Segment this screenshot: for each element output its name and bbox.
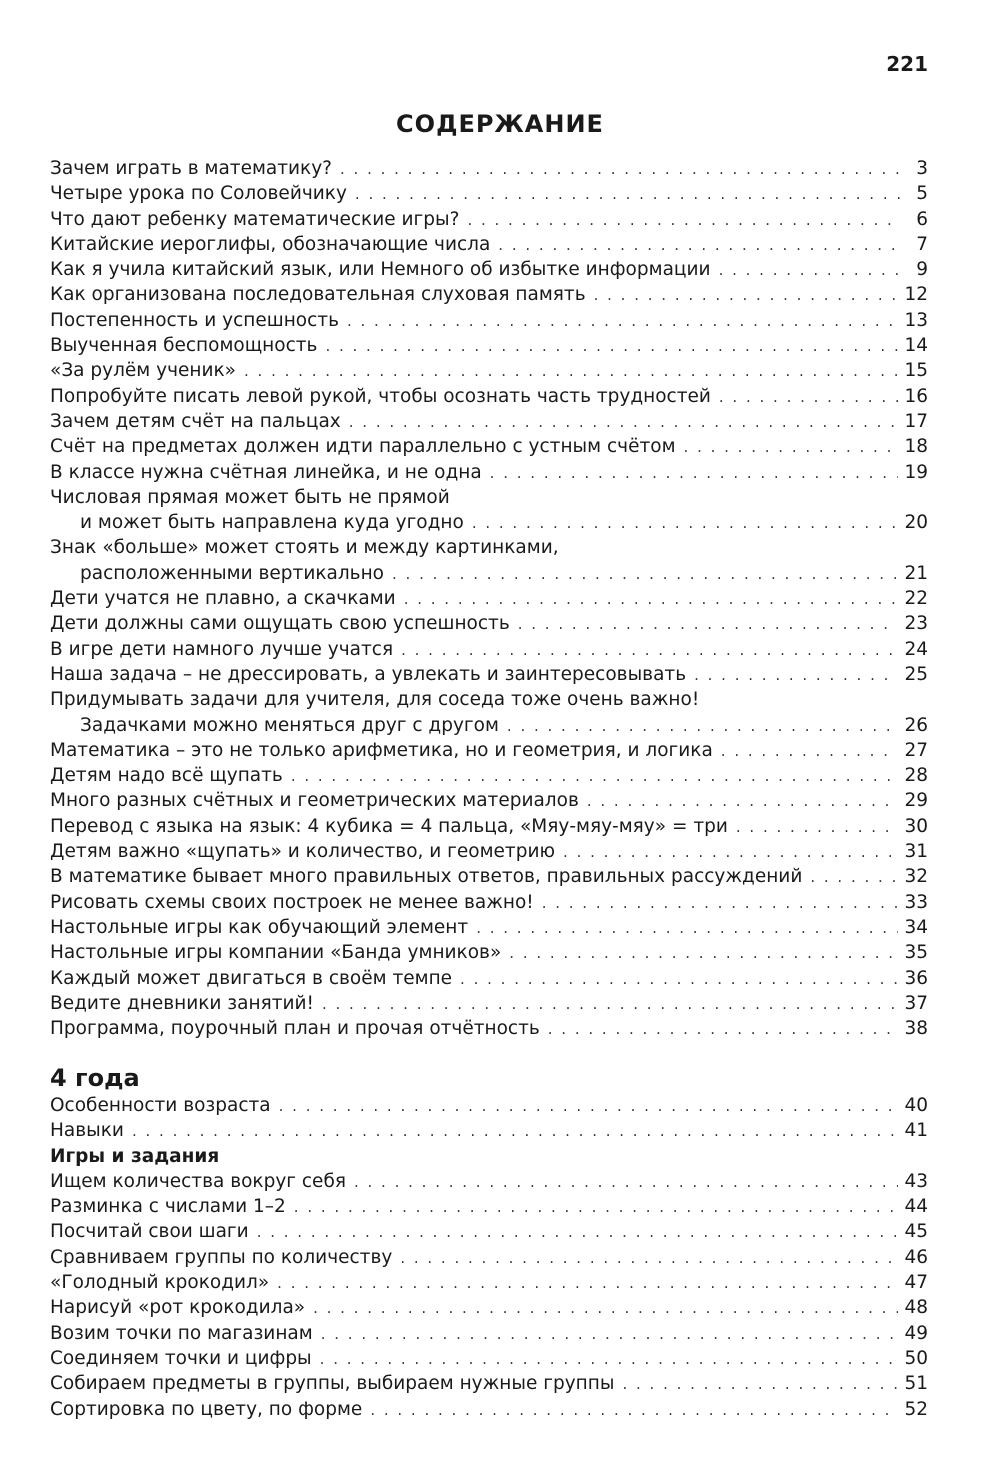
toc-entry-label: Четыре урока по Соловейчику [50,183,347,205]
toc-entry-continuation[interactable] [50,561,928,586]
toc-entry-label: Ведите дневники занятий! [50,992,314,1014]
dot-leader [313,1296,898,1321]
page-title: СОДЕРЖАНИЕ [396,110,604,138]
toc-entry-page: 6 [916,208,928,230]
subsection-heading: Игры и задания [50,1145,220,1167]
dot-leader [736,815,899,840]
toc-entry-label: В математике бывает много правильных ответов, правильных рассуждений [50,866,803,888]
toc-entry-page: 44 [904,1196,928,1218]
toc-intro-list [50,156,928,1041]
toc-entry-first-line[interactable] [50,485,928,510]
toc-entry-label: Разминка с числами 1–2 [50,1196,286,1218]
toc-entry-label: Программа, поурочный план и прочая отчётность [50,1018,540,1040]
toc-entry-page: 45 [904,1221,928,1243]
toc-entry-page: 34 [904,916,928,938]
toc-entry-first-line[interactable] [50,535,928,560]
toc-entry-label: Нарисуй «рот крокодила» [50,1297,306,1319]
dot-leader [325,334,898,359]
toc-entry-page: 15 [904,360,928,382]
toc-entry[interactable] [50,1245,928,1270]
toc-entry-label: В классе нужна счётная линейка, и не одна [50,461,482,483]
toc-entry-label: Китайские иероглифы, обозначающие числа [50,233,491,255]
toc-entry[interactable] [50,991,928,1016]
dot-leader [257,1220,899,1245]
toc-entry[interactable] [50,637,928,662]
toc-entry-page: 41 [904,1120,928,1142]
dot-leader [322,992,899,1017]
toc-entry-label: Детям надо всё щупать [50,765,283,787]
toc-entry-page: 36 [904,967,928,989]
toc-entry-label: Собираем предметы в группы, выбираем нужные группы [50,1373,615,1395]
dot-leader [719,385,899,410]
toc-entry-page: 48 [904,1297,928,1319]
toc-entry-label: Математика – это не только арифметика, но и геометрия, и логика [50,739,713,761]
toc-entry[interactable] [50,1219,928,1244]
dot-leader [548,1017,899,1042]
toc-entry-page: 24 [904,638,928,660]
toc-entry-label: Посчитай свои шаги [50,1221,249,1243]
toc-entry-page: 46 [904,1246,928,1268]
toc-entry-page: 17 [904,410,928,432]
dot-leader [340,157,900,182]
dot-leader [622,1372,898,1397]
toc-entry[interactable] [50,1093,928,1118]
toc-entry-label: Навыки [50,1120,124,1142]
toc-entry-page: 51 [904,1373,928,1395]
toc-entry[interactable] [50,409,928,434]
toc-entry-label: Выученная беспомощность [50,335,318,357]
toc-entry-label: Как организована последовательная слуховая память [50,284,586,306]
toc-entry-label: В игре дети намного лучше учатся [50,638,394,660]
dot-leader [347,309,898,334]
toc-entry-label: Придумывать задачи для учителя, для соседа тоже очень важно! [50,689,700,711]
toc-entry-page: 50 [904,1347,928,1369]
toc-entry-page: 27 [904,739,928,761]
dot-leader [277,1271,898,1296]
toc-entry-page: 20 [904,512,928,534]
toc-entry-page: 52 [904,1398,928,1420]
dot-leader [401,638,898,663]
toc-entry[interactable] [50,1118,928,1143]
toc-entry-label: Как я учила китайский язык, или Немного об избытке информации [50,259,711,281]
dot-leader [587,789,899,814]
toc-entry[interactable] [50,308,928,333]
toc-entry-page: 21 [904,562,928,584]
toc-entry-label: расположенными вертикально [80,562,384,584]
toc-age-section [50,1063,928,1422]
section-heading: 4 года [50,1064,140,1092]
dot-leader [694,663,898,688]
toc-entry-page: 47 [904,1272,928,1294]
dot-leader [320,1347,899,1372]
page-number: 221 [886,52,928,76]
toc-entry-label: Каждый может двигаться в своём темпе [50,967,453,989]
dot-leader [594,283,899,308]
dot-leader [509,941,898,966]
toc-entry[interactable] [50,1169,928,1194]
dot-leader [684,435,899,460]
toc-entry[interactable] [50,1016,928,1041]
toc-entry-page: 28 [904,765,928,787]
toc-entry-label: Постепенность и успешность [50,309,339,331]
dot-leader [810,865,898,890]
toc-entry-page: 49 [904,1322,928,1344]
toc-entry-page: 19 [904,461,928,483]
toc-entry-label: Сортировка по цвету, по форме [50,1398,363,1420]
toc-entry-label: Настольные игры компании «Банда умников» [50,942,502,964]
toc-entry[interactable] [50,358,928,383]
toc-entry-page: 14 [904,335,928,357]
toc-entry[interactable] [50,434,928,459]
toc-entry-label: Счёт на предметах должен идти параллельно с устным счётом [50,436,676,458]
toc-entry-label: Числовая прямая может быть не прямой [50,486,450,508]
toc-entry-page: 40 [904,1095,928,1116]
toc-entry-page: 13 [904,309,928,331]
dot-leader [518,612,899,637]
toc-entry-page: 7 [916,233,928,255]
dot-leader [476,916,898,941]
toc-entry-page: 29 [904,790,928,812]
toc-entry-page: 30 [904,815,928,837]
toc-entry[interactable] [50,940,928,965]
dot-leader [294,1195,899,1220]
toc-entry[interactable] [50,1321,928,1346]
toc-entry[interactable] [50,915,928,940]
dot-leader [354,1170,898,1195]
toc-entry-label: «За рулём ученик» [50,360,237,382]
dot-leader [392,562,898,587]
dot-leader [355,182,900,207]
toc-entry-label: Перевод с языка на язык: 4 кубика = 4 пальца, «Мяу-мяу-мяу» = три [50,815,728,837]
toc-entry-label: Знак «больше» может стоять и между картинками, [50,537,559,559]
toc-entry-label: Наша задача – не дрессировать, а увлекать и заинтересовывать [50,663,687,685]
toc-entry-label: Рисовать схемы своих построек не менее важно! [50,891,534,913]
toc-entry-page: 43 [904,1170,928,1192]
dot-leader [719,258,900,283]
toc-entry-first-line[interactable] [50,687,928,712]
dot-leader [404,587,899,612]
toc-entry-page: 31 [904,841,928,863]
toc-entry-page: 5 [916,183,928,205]
toc-entry-label: Задачками можно меняться друг с другом [80,714,499,736]
toc-entry[interactable] [50,788,928,813]
toc-entry[interactable] [50,156,928,181]
toc-entry[interactable] [50,1295,928,1320]
toc-entry-page: 25 [904,663,928,685]
toc-entry[interactable] [50,460,928,485]
toc-entry[interactable] [50,738,928,763]
dot-leader [460,967,898,992]
toc-entry-page: 12 [904,284,928,306]
toc-entry-label: Особенности возраста [50,1095,271,1116]
toc-entry[interactable] [50,890,928,915]
dot-leader [563,840,898,865]
toc-entry[interactable] [50,864,928,889]
toc-entry[interactable] [50,181,928,206]
toc-entry-page: 22 [904,588,928,610]
toc-entry[interactable] [50,839,928,864]
toc-entry-label: Много разных счётных и геометрических материалов [50,790,579,812]
dot-leader [542,891,899,916]
toc-entry[interactable] [50,282,928,307]
dot-leader [370,1398,898,1423]
toc-entry-label: «Голодный крокодил» [50,1272,270,1294]
toc-entry-label: Сравниваем группы по количеству [50,1246,393,1268]
toc-entry[interactable] [50,586,928,611]
toc-entry-page: 35 [904,942,928,964]
toc-entry-label: Соединяем точки и цифры [50,1347,312,1369]
dot-leader [321,1322,899,1347]
dot-leader [244,359,898,384]
toc-entry-page: 38 [904,1018,928,1040]
dot-leader [349,410,899,435]
toc-entry-page: 32 [904,866,928,888]
toc-entry[interactable] [50,1397,928,1422]
dot-leader [467,208,900,233]
toc-entry-label: Зачем детям счёт на пальцах [50,410,341,432]
dot-leader [472,511,899,536]
dot-leader [721,739,899,764]
toc-entry-label: Детям важно «щупать» и количество, и геометрию [50,841,556,863]
dot-leader [400,1246,898,1271]
toc-entry[interactable] [50,814,928,839]
toc-entry-label: Дети учатся не плавно, а скачками [50,588,396,610]
toc-entry-label: Ищем количества вокруг себя [50,1170,346,1192]
toc-entry-label: и может быть направлена куда угодно [80,512,464,534]
toc-entry-label: Возим точки по магазинам [50,1322,313,1344]
toc-entry-page: 33 [904,891,928,913]
dot-leader [490,461,899,486]
toc-entry-page: 16 [904,385,928,407]
dot-leader [132,1119,898,1144]
toc-entry[interactable] [50,763,928,788]
toc-entry-page: 37 [904,992,928,1014]
toc-entry[interactable] [50,611,928,636]
toc-entry-page: 26 [904,714,928,736]
toc-entry[interactable] [50,662,928,687]
toc-entry[interactable] [50,1270,928,1295]
toc-entry[interactable] [50,232,928,257]
toc-entry[interactable] [50,384,928,409]
toc-entry-page: 18 [904,436,928,458]
toc-entry-label: Дети должны сами ощущать свою успешность [50,613,510,635]
toc-entry[interactable] [50,207,928,232]
toc-entry-label: Зачем играть в математику? [50,158,332,179]
dot-leader [498,233,900,258]
toc-entry-page: 3 [916,158,928,179]
dot-leader [279,1094,899,1119]
toc-entry-label: Что дают ребенку математические игры? [50,208,460,230]
toc-entry-label: Настольные игры как обучающий элемент [50,916,469,938]
toc-entry-label: Попробуйте писать левой рукой, чтобы осознать часть трудностей [50,385,711,407]
toc-entry-continuation[interactable] [50,510,928,535]
toc-entry-continuation[interactable] [50,713,928,738]
dot-leader [507,714,899,739]
toc-entry-page: 23 [904,613,928,635]
toc-entry[interactable] [50,966,928,991]
toc-entry[interactable] [50,1194,928,1219]
toc-entry[interactable] [50,1346,928,1371]
dot-leader [291,764,899,789]
toc-entry[interactable] [50,257,928,282]
toc-entry[interactable] [50,333,928,358]
toc-entry-page: 9 [916,259,928,281]
toc-entry[interactable] [50,1371,928,1396]
